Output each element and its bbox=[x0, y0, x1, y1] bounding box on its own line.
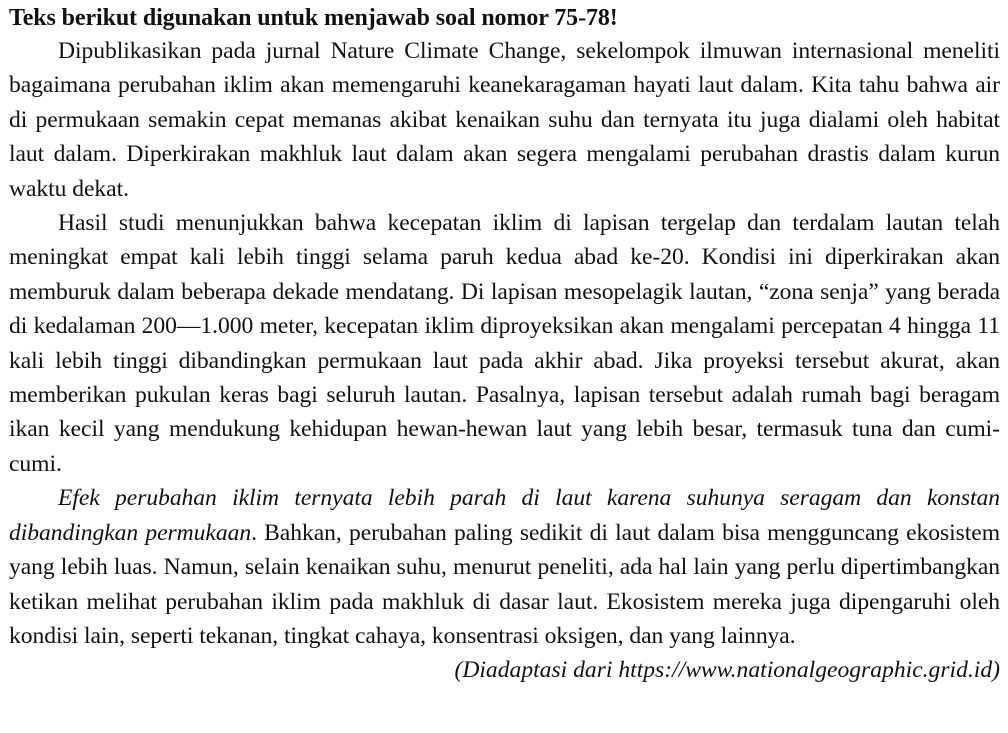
paragraph-3 bbox=[9, 481, 1000, 653]
source-citation: (Diadaptasi dari https://www.nationalgeographic.grid.id) bbox=[454, 657, 1000, 684]
paragraph-1: Dipublikasikan pada jurnal Nature Climate Change, sekelompok ilmuwan internasional meneliti bagaimana perubahan iklim akan memengaruhi keanekaragaman hayati laut dalam. Kita tahu bahwa air di permukaan semakin cepat memanas akibat kenaikan suhu dan ternyata itu juga dialami oleh habitat laut dalam. Diperkirakan makhluk laut dalam akan segera mengalami perubahan drastis dalam kurun waktu dekat. bbox=[9, 38, 1000, 202]
document-page bbox=[9, 2, 1000, 687]
paragraph-3-italic-sentence: Efek perubahan iklim ternyata lebih parah di laut karena suhunya seragam dan konstan dibandingkan permukaan bbox=[9, 485, 1000, 546]
instruction-heading: Teks berikut digunakan untuk menjawab soal nomor 75-78! bbox=[9, 5, 618, 31]
paragraph-3-text: . Bahkan, perubahan paling sedikit di laut dalam bisa mengguncang ekosistem yang lebih luas. Namun, selain kenaikan suhu, menurut peneliti, ada hal lain yang perlu dipertimbangkan ketikan melihat perubahan iklim pada makhluk di dasar laut. Ekosistem mereka juga dipengaruhi oleh kondisi lain, seperti tekanan, tingkat cahaya, konsentrasi oksigen, dan yang lainnya. bbox=[9, 519, 1000, 649]
paragraph-2: Hasil studi menunjukkan bahwa kecepatan iklim di lapisan tergelap dan terdalam lautan telah meningkat empat kali lebih tinggi selama paruh kedua abad ke-20. Kondisi ini diperkirakan akan memburuk dalam beberapa dekade mendatang. Di lapisan mesopelagik lautan, “zona senja” yang berada di kedalaman 200—1.000 meter, kecepatan iklim diproyeksikan akan mengalami percepatan 4 hingga 11 kali lebih tinggi dibandingkan permukaan laut pada akhir abad. Jika proyeksi tersebut akurat, akan memberikan pukulan keras bagi seluruh lautan. Pasalnya, lapisan tersebut adalah rumah bagi beragam ikan kecil yang mendukung kehidupan hewan-hewan laut yang lebih besar, termasuk tuna dan cumi-cumi. bbox=[9, 210, 1000, 477]
